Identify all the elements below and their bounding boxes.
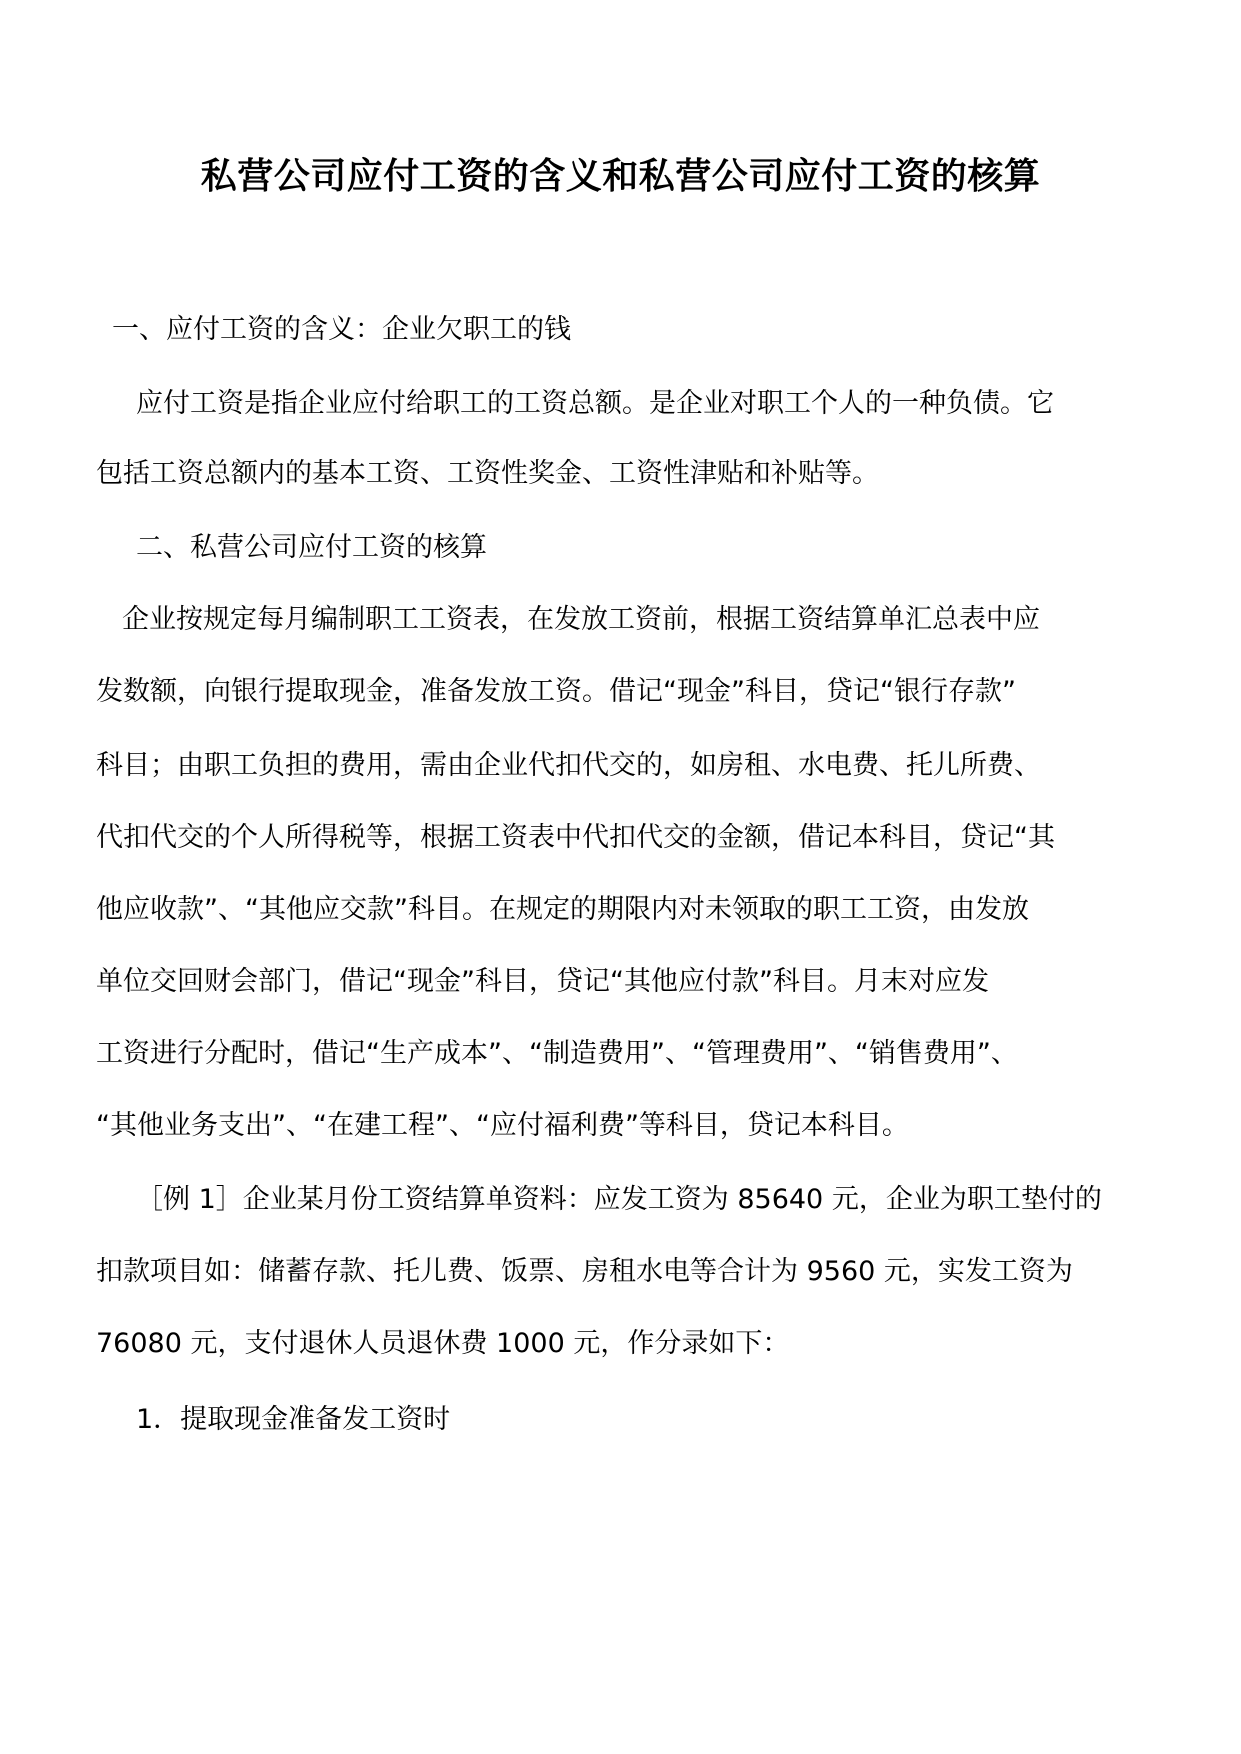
section2-paragraph-line-1: 企业按规定每月编制职工工资表，在发放工资前，根据工资结算单汇总表中应 xyxy=(122,604,1040,635)
example-line-3: 76080 元，支付退休人员退休费 1000 元，作分录如下： xyxy=(96,1328,790,1359)
section2-heading: 二、私营公司应付工资的核算 xyxy=(136,532,487,563)
section1-paragraph-line-2: 包括工资总额内的基本工资、工资性奖金、工资性津贴和补贴等。 xyxy=(96,458,879,489)
section2-paragraph-line-6: 单位交回财会部门，借记“现金”科目，贷记“其他应付款”科目。月末对应发 xyxy=(96,966,989,997)
step-1-text: 1．提取现金准备发工资时 xyxy=(136,1404,451,1435)
section2-paragraph-line-2: 发数额，向银行提取现金，准备发放工资。借记“现金”科目，贷记“银行存款” xyxy=(96,676,1016,707)
section2-paragraph-line-4: 代扣代交的个人所得税等，根据工资表中代扣代交的金额，借记本科目，贷记“其 xyxy=(96,822,1055,853)
section2-paragraph-line-7: 工资进行分配时，借记“生产成本”、“制造费用”、“管理费用”、“销售费用”、 xyxy=(96,1038,1018,1069)
example-line-1: ［例 1］企业某月份工资结算单资料：应发工资为 85640 元，企业为职工垫付的 xyxy=(136,1184,1102,1215)
section2-paragraph-line-3: 科目；由职工负担的费用，需由企业代扣代交的，如房租、水电费、托儿所费、 xyxy=(96,750,1041,781)
example-line-2: 扣款项目如：储蓄存款、托儿费、饭票、房租水电等合计为 9560 元，实发工资为 xyxy=(96,1256,1073,1287)
section1-paragraph-line-1: 应付工资是指企业应付给职工的工资总额。是企业对职工个人的一种负债。它 xyxy=(136,388,1054,419)
section2-paragraph-line-5: 他应收款”、“其他应交款”科目。在规定的期限内对未领取的职工工资，由发放 xyxy=(96,894,1029,925)
document-title: 私营公司应付工资的含义和私营公司应付工资的核算 xyxy=(200,155,1041,197)
section2-paragraph-line-8: “其他业务支出”、“在建工程”、“应付福利费”等科目，贷记本科目。 xyxy=(96,1110,909,1141)
section1-heading: 一、应付工资的含义：企业欠职工的钱 xyxy=(112,314,571,345)
